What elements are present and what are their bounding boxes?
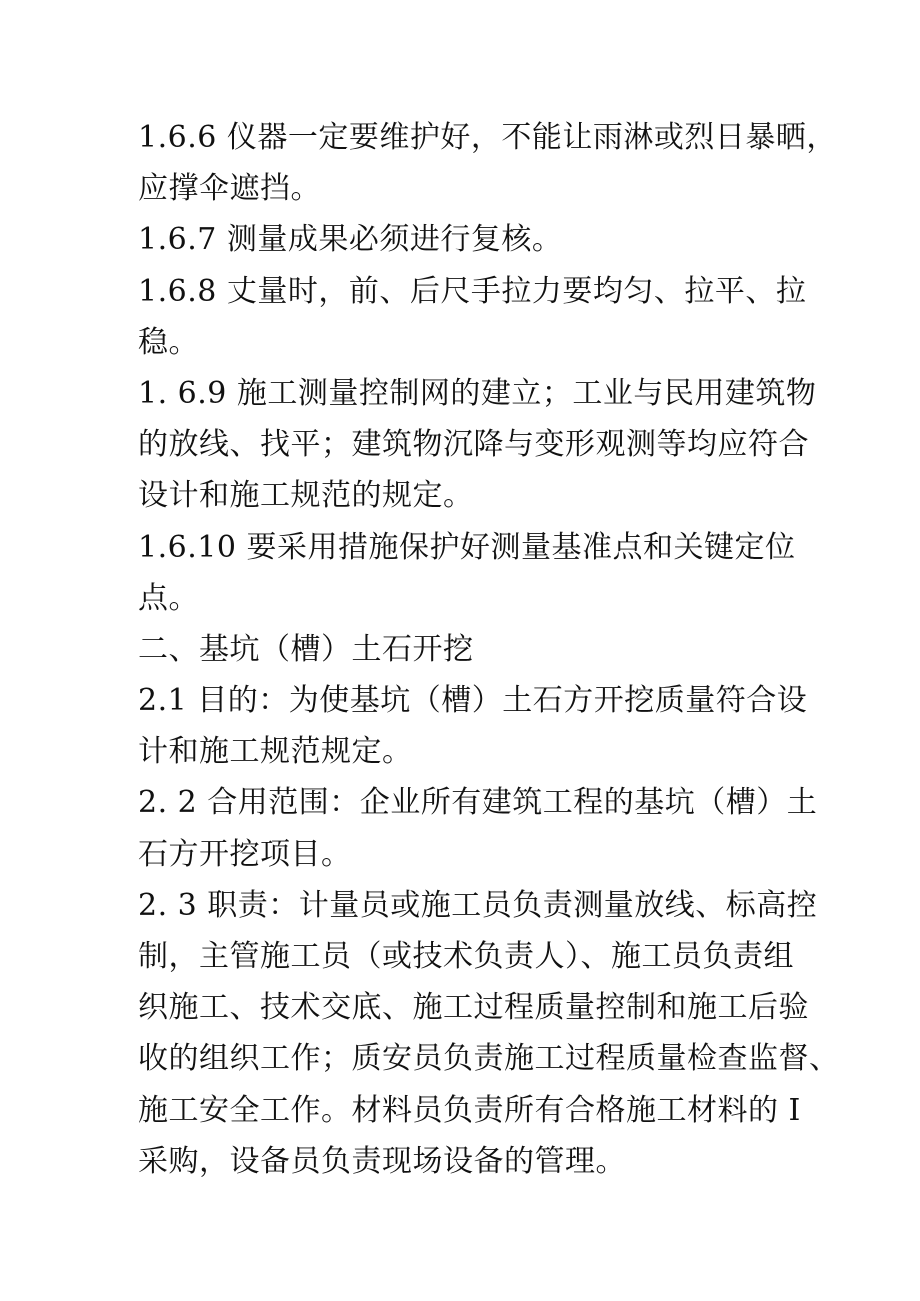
text-line: 施工安全工作。材料员负责所有合格施工材料的 I (138, 1092, 801, 1128)
text-line: 稳。 (138, 324, 199, 360)
text-line: 1. 6.9 施工测量控制网的建立；工业与民用建筑物 (138, 375, 817, 411)
text-line: 1.6.10 要采用措施保护好测量基准点和关键定位 (138, 529, 796, 565)
text-line: 1.6.8 丈量时，前、后尺手拉力要均匀、拉平、拉 (138, 273, 807, 309)
text-line: 收的组织工作；质安员负责施工过程质量检查监督、 (138, 1041, 840, 1077)
text-line: 1.6.7 测量成果必须进行复核。 (138, 222, 563, 258)
document-body (138, 112, 840, 1187)
text-line: 的放线、找平；建筑物沉降与变形观测等均应符合 (138, 427, 809, 463)
text-line: 2. 3 职责：计量员或施工员负责测量放线、标高控 (138, 887, 818, 923)
text-line: 2.1 目的：为使基坑（槽）土石方开挖质量符合设 (138, 683, 808, 719)
text-line: 设计和施工规范的规定。 (138, 478, 474, 514)
text-line: 计和施工规范规定。 (138, 734, 413, 770)
text-line: 石方开挖项目。 (138, 836, 352, 872)
text-line: 织施工、技术交底、施工过程质量控制和施工后验 (138, 990, 809, 1026)
text-line: 2. 2 合用范围：企业所有建筑工程的基坑（槽）土 (138, 785, 818, 821)
text-line: 采购，设备员负责现场设备的管理。 (138, 1143, 626, 1179)
section-heading: 二、基坑（槽）土石开挖 (138, 631, 474, 667)
text-line: 应撑伞遮挡。 (138, 171, 321, 207)
text-line: 制，主管施工员（或技术负责人）、施工员负责组 (138, 939, 794, 974)
text-line: 1.6.6 仪器一定要维护好，不能让雨淋或烈日暴晒， (138, 120, 837, 155)
text-line: 点。 (138, 580, 199, 616)
